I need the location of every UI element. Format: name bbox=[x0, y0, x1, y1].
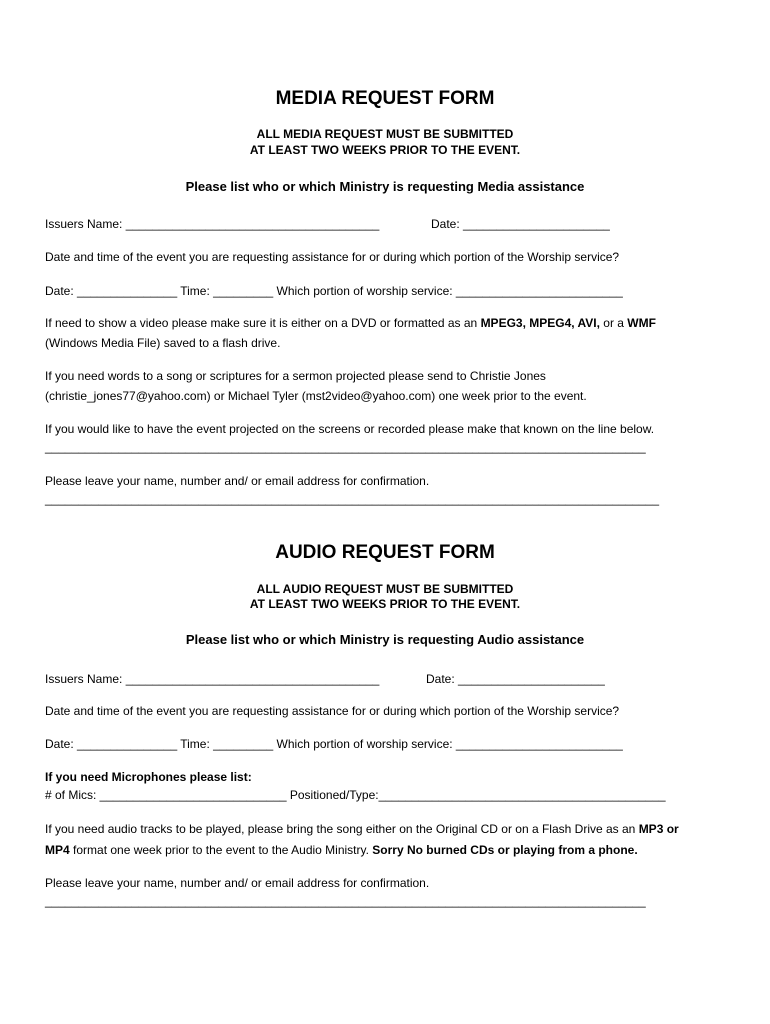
audio-submission-note-1: ALL AUDIO REQUEST MUST BE SUBMITTED bbox=[256, 582, 514, 596]
tracks-mp4: MP4 bbox=[45, 843, 70, 857]
tracks-mp3: MP3 or bbox=[638, 822, 679, 836]
media-projected-instruction: If you would like to have the event projected on the screens or recorded please make that known on the line below. bbox=[45, 422, 655, 436]
audio-mics-heading: If you need Microphones please list: bbox=[45, 770, 252, 784]
media-date-time-service-field[interactable]: Date: _______________ Time: _________ Which portion of worship service: _________________________ bbox=[45, 284, 623, 298]
media-words-instruction-1: If you need words to a song or scriptures for a sermon projected please send to Christie Jones bbox=[45, 369, 546, 383]
audio-date-time-service-field[interactable]: Date: _______________ Time: _________ Which portion of worship service: _________________________ bbox=[45, 737, 623, 751]
audio-tracks-instruction-2 bbox=[45, 843, 638, 857]
video-or: or a bbox=[599, 316, 628, 330]
media-projected-blank[interactable]: __________________________________________________________________________________________ bbox=[45, 440, 646, 454]
media-video-instruction-2: (Windows Media File) saved to a flash drive. bbox=[45, 336, 281, 350]
audio-confirmation-blank[interactable]: __________________________________________________________________________________________ bbox=[45, 894, 646, 908]
audio-date-field[interactable]: Date: ______________________ bbox=[426, 672, 605, 686]
audio-tracks-instruction-1 bbox=[45, 822, 679, 836]
video-formats: MPEG3, MPEG4, AVI, bbox=[480, 316, 600, 330]
media-event-question: Date and time of the event you are requesting assistance for or during which portion of the Worship service? bbox=[45, 250, 620, 264]
media-request-instruction: Please list who or which Ministry is requesting Media assistance bbox=[185, 179, 585, 194]
media-submission-note-2: AT LEAST TWO WEEKS PRIOR TO THE EVENT. bbox=[249, 143, 521, 157]
audio-event-question: Date and time of the event you are requesting assistance for or during which portion of the Worship service? bbox=[45, 704, 620, 718]
media-words-instruction-2: (christie_jones77@yahoo.com) or Michael Tyler (mst2video@yahoo.com) one week prior to the event. bbox=[45, 389, 587, 403]
media-form-title: MEDIA REQUEST FORM bbox=[275, 88, 495, 109]
media-issuers-name-field[interactable]: Issuers Name: ______________________________________ bbox=[45, 217, 380, 231]
audio-confirmation-instruction: Please leave your name, number and/ or email address for confirmation. bbox=[45, 876, 430, 890]
tracks-text-2: format one week prior to the event to the Audio Ministry. bbox=[69, 843, 373, 857]
media-confirmation-instruction: Please leave your name, number and/ or email address for confirmation. bbox=[45, 474, 430, 488]
audio-request-instruction: Please list who or which Ministry is requesting Audio assistance bbox=[185, 632, 585, 647]
audio-mics-field[interactable]: # of Mics: ____________________________ Positioned/Type:___________________________________________ bbox=[45, 788, 666, 802]
video-text: If need to show a video please make sure it is either on a DVD or formatted as an bbox=[45, 316, 481, 330]
media-submission-note-1: ALL MEDIA REQUEST MUST BE SUBMITTED bbox=[256, 127, 514, 141]
audio-form-title: AUDIO REQUEST FORM bbox=[275, 542, 495, 563]
audio-issuers-name-field[interactable]: Issuers Name: ______________________________________ bbox=[45, 672, 380, 686]
tracks-sorry: Sorry No burned CDs or playing from a phone. bbox=[372, 843, 638, 857]
audio-submission-note-2: AT LEAST TWO WEEKS PRIOR TO THE EVENT. bbox=[249, 597, 521, 611]
media-video-instruction bbox=[45, 316, 656, 330]
tracks-text: If you need audio tracks to be played, please bring the song either on the Original CD or on a Flash Drive as an bbox=[45, 822, 639, 836]
media-date-field[interactable]: Date: ______________________ bbox=[431, 217, 610, 231]
video-wmf: WMF bbox=[627, 316, 656, 330]
media-confirmation-blank[interactable]: ____________________________________________________________________________________________ bbox=[45, 492, 659, 506]
